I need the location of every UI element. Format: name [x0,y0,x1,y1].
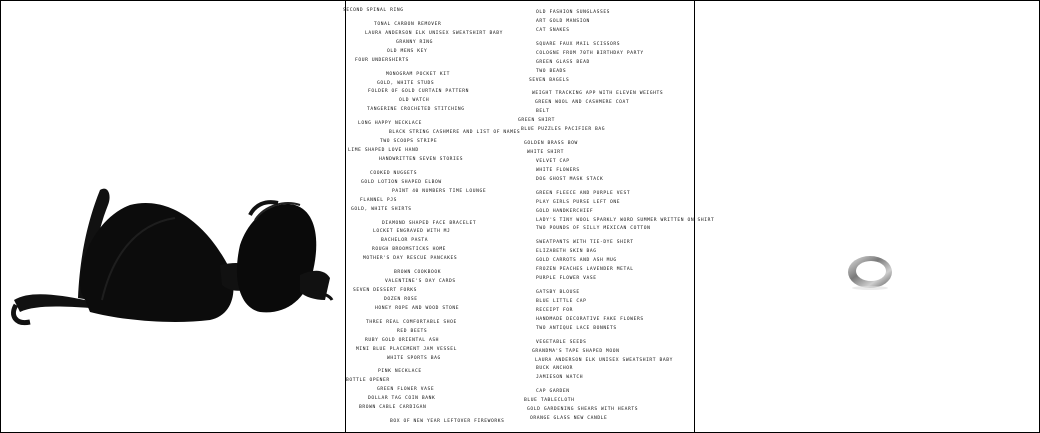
list-line: BUCK ANCHOR [536,366,574,372]
list-line: GOLD CARROTS AND ASH MUG [536,258,617,264]
list-line: WHITE SPORTS BAG [387,355,441,361]
list-line: GOLD, WHITE SHIRTS [351,206,412,212]
list-line: TWO BEADS [536,68,567,74]
list-line: BOTTLE OPENER [346,378,390,384]
list-line: TANGERINE CROCHETED STITCHING [367,107,465,113]
list-line: MINI BLUE PLACEMENT JAM VESSEL [356,346,457,352]
list-line: PAINT 40 NUMBERS TIME LOUNGE [392,188,487,194]
list-line: BROWN COOKBOOK [394,270,442,276]
list-line: SWEATPANTS WITH TIE-DYE SHIRT [536,240,634,246]
list-line: DOZEN ROSE [384,296,418,302]
list-line: LIME SHAPED LOVE HAND [348,148,419,153]
list-line: BELT [536,109,550,115]
list-line: CAP GARDEN [536,389,570,395]
list-line: RED BEETS [397,328,428,334]
list-line: FLANNEL PJS [360,197,398,203]
list-line: BROWN CABLE CARDIGAN [359,405,427,411]
list-line: GATSBY BLOUSE [536,290,580,295]
list-panel [343,0,715,433]
list-line: GRANNY RING [396,39,434,45]
list-line: DOG GHOST MASK STACK [536,176,604,182]
list-line: SEVEN DESSERT FORKS [353,288,417,293]
list-line: THREE REAL COMFORTABLE SHOE [366,319,457,325]
list-line: WEIGHT TRACKING APP WITH ELEVEN WEIGHTS [532,91,664,97]
list-line: RUBY GOLD ORIENTAL ASH [365,337,440,343]
list-line: BACHELOR PASTA [381,238,429,244]
list-line: OLD WATCH [399,98,430,104]
list-line: FOLDER OF GOLD CURTAIN PATTERN [368,89,469,95]
list-line: RECEIPT FOR [536,307,574,313]
bra-panel [0,0,345,433]
list-line: JAMIESON WATCH [536,375,584,381]
list-line: CAT SNAKES [536,27,570,33]
list-line: GOLD, WHITE STUDS [377,80,435,86]
list-line: GOLD GARDENING SHEARS WITH HEARTS [527,407,639,413]
list-line: BLUE TABLECLOTH [524,398,575,404]
list-line: OLD MENS KEY [387,48,428,54]
list-line: WHITE FLOWERS [536,167,580,173]
list-line: BOX OF NEW YEAR LEFTOVER FIREWORKS [390,419,505,425]
list-line: SEVEN BAGELS [529,77,570,83]
list-line: BLACK STRING CASHMERE AND LIST OF NAMES [389,130,521,136]
list-line: DIAMOND SHAPED FACE BRACELET [382,220,477,226]
list-line: TONAL CARBON REMOVER [374,21,442,27]
list-line: FOUR UNDERSHIRTS [355,57,409,63]
list-line: VELVET CAP [536,158,570,164]
list-line: HANDMADE DECORATIVE FAKE FLOWERS [536,316,644,322]
list-line: MOTHER'S DAY RESCUE PANCAKES [363,256,458,262]
list-line: COOKED NUGGETS [370,170,418,176]
list-line: GREEN GLASS BEAD [536,59,590,65]
list-line: GRANDMA'S TAPE SHAPED MOON [532,348,620,354]
list-line: VEGETABLE SEEDS [536,339,587,345]
ring-panel [695,0,1039,433]
list-line: COLOGNE FROM 70TH BIRTHDAY PARTY [536,50,644,56]
ring-photo [695,0,1039,433]
list-line: HANDWRITTEN SEVEN STORIES [379,156,464,162]
list-line: PINK NECKLACE [378,369,422,375]
list-line: LADY'S TINY WOOL SPARKLY WORD SUMMER WRITTEN ON SHIRT [536,217,715,223]
list-line: ROUGH BROOMSTICKS HOME [372,247,447,253]
list-line: DOLLAR TAG COIN BANK [368,396,436,402]
list-line: GOLDEN BRASS BOW [524,141,578,147]
list-line: GREEN FLOWER VASE [377,387,435,393]
list-line: SQUARE FAUX MAIL SCISSORS [536,41,621,47]
list-line: BLUE LITTLE CAP [536,298,587,304]
list-line: PURPLE FLOWER VASE [536,276,597,282]
list-line: LAURA ANDERSON ELK UNISEX SWEATSHIRT BABY [365,30,503,36]
list-line: GREEN WOOL AND CASHMERE COAT [535,100,630,106]
bra-photo [0,0,345,433]
list-line: GREEN SHIRT [518,118,556,124]
list-line: LONG HAPPY NECKLACE [358,121,422,127]
list-line: TWO ANTIQUE LACE BONNETS [536,325,617,331]
list-line: FROZEN PEACHES LAVENDER METAL [536,267,634,273]
list-line: TWO SCOOPS STRIPE [380,139,438,145]
list-line: TWO POUNDS OF SILLY MEXICAN COTTON [536,226,651,232]
list-line: GREEN FLEECE AND PURPLE VEST [536,190,631,196]
list-line: GOLD HANDKERCHIEF [536,208,594,214]
list-line: LOCKET ENGRAVED WITH MJ [373,229,451,235]
list-line: PLAY GIRLS PURSE LEFT ONE [536,199,621,205]
list-line: WHITE SHIRT [527,150,565,155]
list-line: ORANGE GLASS NEW CANDLE [530,416,608,422]
list-line: ELIZABETH SKIN BAG [536,249,597,255]
list-line: HONEY ROPE AND WOOD STONE [375,305,460,311]
list-line: LAURA ANDERSON ELK UNISEX SWEATSHIRT BABY [535,357,673,363]
list-line: MONOGRAM POCKET KIT [386,71,450,77]
list-line: VALENTINE'S DAY CARDS [385,279,456,285]
list-line: OLD FASHION SUNGLASSES [536,10,611,15]
list-line: SECOND SPINAL RING [343,8,404,13]
list-line: BLUE PUZZLES PACIFIER BAG [521,127,606,133]
list-line: GOLD LOTION SHAPED ELBOW [361,179,442,185]
list-line: ART GOLD MANSION [536,18,590,24]
